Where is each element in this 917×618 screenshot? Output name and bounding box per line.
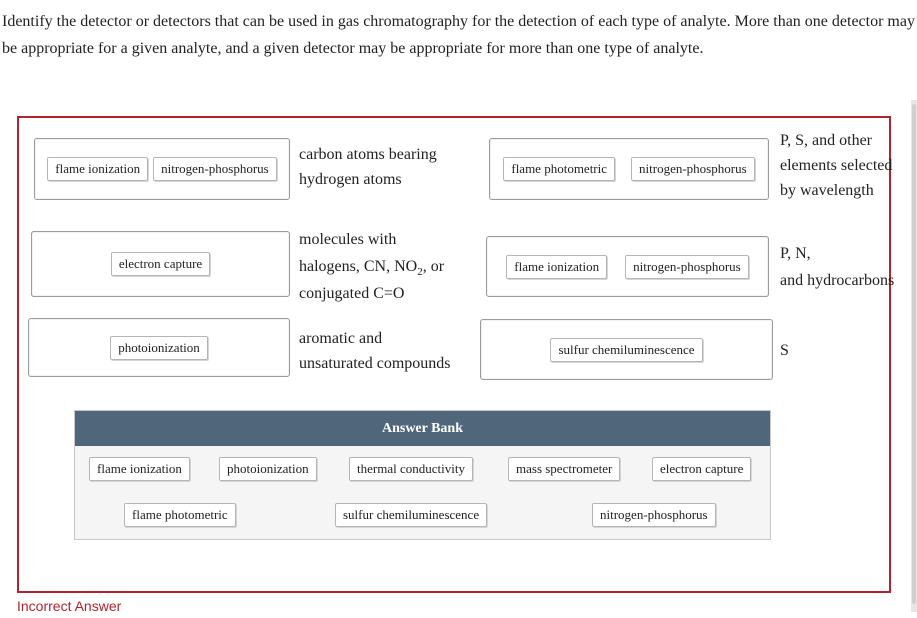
drop-zone-sulfur[interactable] — [480, 319, 773, 380]
placed-chip-nitrogen-phosphorus[interactable]: nitrogen-phosphorus — [625, 255, 749, 279]
placed-chip-nitrogen-phosphorus[interactable]: nitrogen-phosphorus — [153, 157, 277, 181]
bank-chip-flame-ionization[interactable]: flame ionization — [89, 457, 190, 481]
scrollbar-thumb[interactable] — [912, 104, 916, 604]
analyte-halogens: molecules with halogens, CN, $NO_2$, or conjugated C=O — [299, 231, 445, 302]
drop-zone-carbon-hydrogen[interactable] — [34, 138, 290, 200]
drop-zone-halogens[interactable] — [31, 231, 290, 297]
analyte-p-n-hydrocarbons: P, N, and hydrocarbons — [780, 245, 895, 289]
analyte-aromatic: aromatic and unsaturated compounds — [299, 330, 451, 372]
analyte-carbon-hydrogen: carbon atoms bearing hydrogen atoms — [299, 146, 437, 188]
answer-bank-title: Answer Bank — [75, 411, 770, 446]
placed-chip-flame-photometric[interactable]: flame photometric — [503, 157, 615, 181]
answer-bank — [74, 410, 771, 540]
placed-chip-flame-ionization[interactable]: flame ionization — [47, 157, 148, 181]
placed-chip-photoionization[interactable]: photoionization — [110, 336, 208, 360]
drop-zone-p-n-hydrocarbons[interactable] — [486, 236, 769, 297]
bank-chip-flame-photometric[interactable]: flame photometric — [124, 503, 236, 527]
bank-chip-thermal-conductivity[interactable]: thermal conductivity — [349, 457, 473, 481]
placed-chip-flame-ionization[interactable]: flame ionization — [506, 255, 607, 279]
bank-chip-sulfur-chemiluminescence[interactable]: sulfur chemiluminescence — [335, 503, 487, 527]
placed-chip-electron-capture[interactable]: electron capture — [111, 252, 210, 276]
drop-zone-aromatic[interactable] — [28, 318, 290, 377]
bank-chip-mass-spectrometer[interactable]: mass spectrometer — [508, 457, 620, 481]
analyte-sulfur: S — [780, 342, 789, 359]
question-text: Identify the detector or detectors that can be used in gas chromatography for the detection of each type of analyte. More than one detector may be appropriate for a given analyte, and a given detector may be appropriate for more than one type of analyte. — [2, 13, 915, 57]
placed-chip-nitrogen-phosphorus[interactable]: nitrogen-phosphorus — [631, 157, 755, 181]
status-incorrect-answer: Incorrect Answer — [17, 598, 122, 614]
analyte-p-s-elements: P, S, and other elements selected by wavelength — [780, 132, 893, 199]
scrollbar[interactable] — [911, 100, 917, 612]
bank-chip-photoionization[interactable]: photoionization — [219, 457, 317, 481]
drop-zone-p-s-elements[interactable] — [489, 138, 769, 200]
placed-chip-sulfur-chemiluminescence[interactable]: sulfur chemiluminescence — [550, 338, 702, 362]
bank-chip-electron-capture[interactable]: electron capture — [652, 457, 751, 481]
bank-chip-nitrogen-phosphorus[interactable]: nitrogen-phosphorus — [592, 503, 716, 527]
